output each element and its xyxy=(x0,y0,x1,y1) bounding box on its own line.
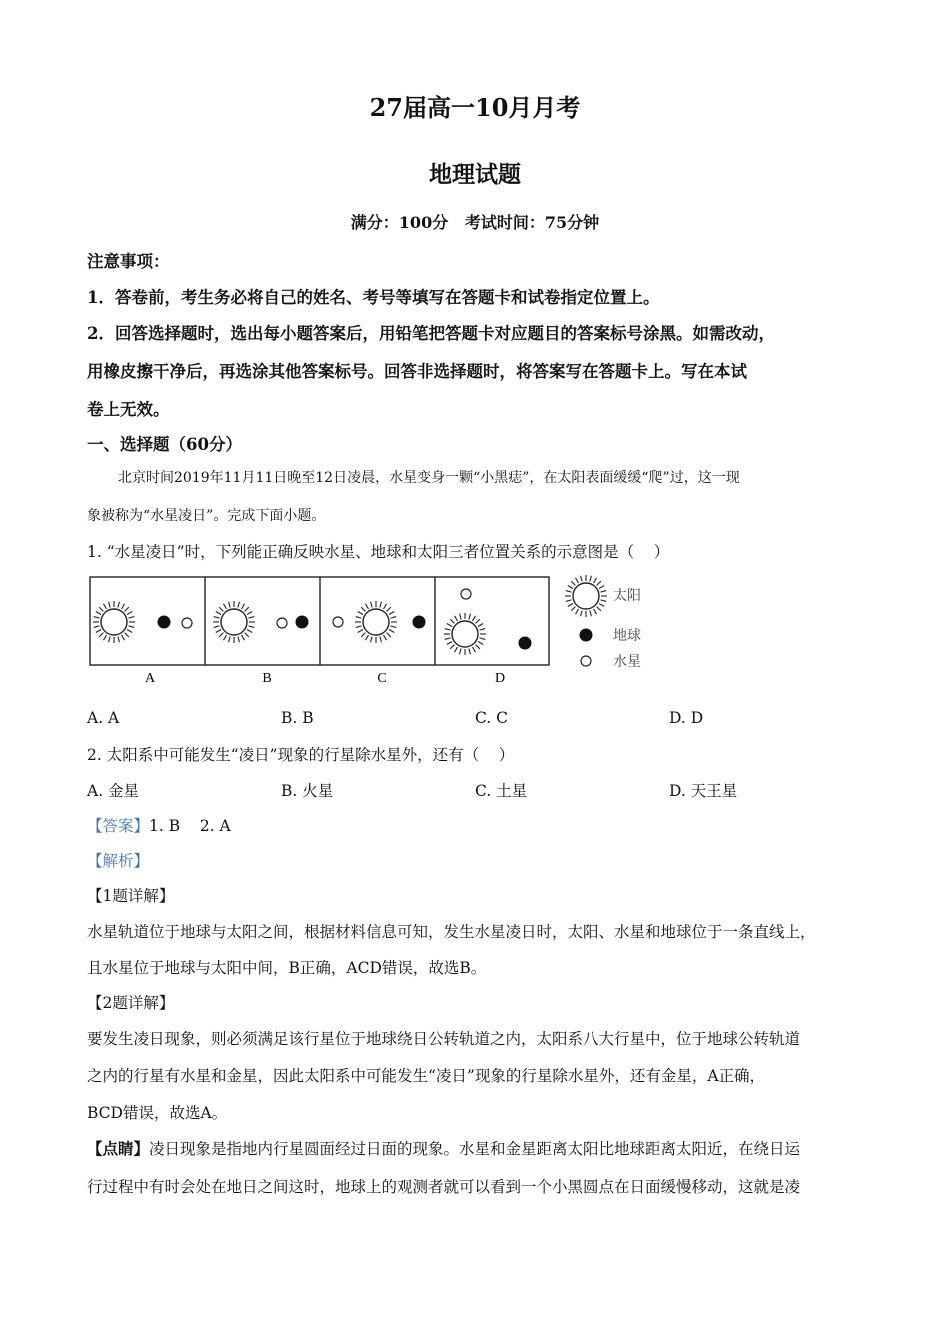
earth-icon xyxy=(519,637,532,650)
detail-2-line-2: 之内的行星有水星和金星，因此太阳系中可能发生“凌日”现象的行星除水星外，还有金星，A正确， xyxy=(87,1067,766,1085)
orbit-diagram xyxy=(86,572,656,692)
q2-option-c[interactable]: C. 土星 xyxy=(475,782,528,800)
panel-label-a: A xyxy=(144,671,156,686)
mercury-icon xyxy=(461,589,471,599)
q1-option-a[interactable]: A. A xyxy=(87,709,120,727)
mercury-icon xyxy=(182,618,192,628)
sun-icon xyxy=(93,601,135,643)
mercury-icon xyxy=(277,618,287,628)
earth-icon xyxy=(296,616,309,629)
detail-2-heading: 【2题详解】 xyxy=(87,994,175,1012)
legend-mercury-label: 水星 xyxy=(613,654,641,670)
mercury-icon xyxy=(333,617,343,627)
detail-1-line-2: 且水星位于地球与太阳中间，B正确，ACD错误，故选B。 xyxy=(87,959,487,977)
section-heading: 一、选择题（60分） xyxy=(87,435,242,454)
notice-item-2-line-3: 卷上无效。 xyxy=(87,400,170,419)
q1-option-c[interactable]: C. C xyxy=(475,709,509,727)
notice-heading: 注意事项： xyxy=(87,252,170,271)
panel-label-c: C xyxy=(377,671,387,686)
answer-label: 【答案】 xyxy=(87,817,150,835)
comment-line-1 xyxy=(87,1137,800,1159)
detail-1-line-1: 水星轨道位于地球与太阳之间，根据材料信息可知，发生水星凌日时，太阳、水星和地球位于一条直线上， xyxy=(87,923,816,941)
subject-title: 地理试题 xyxy=(429,161,521,188)
panel-label-b: B xyxy=(262,671,272,686)
legend-sun-label: 太阳 xyxy=(613,588,641,604)
q1-stem: 1. “水星凌日”时，下列能正确反映水星、地球和太阳三者位置关系的示意图是（ ） xyxy=(87,543,670,561)
exam-info: 满分：100分 考试时间：75分钟 xyxy=(350,213,600,232)
answer-text: 1. B 2. A xyxy=(149,817,231,835)
q2-option-a[interactable]: A. 金星 xyxy=(87,782,140,800)
panel-a xyxy=(93,601,192,643)
q1-option-b[interactable]: B. B xyxy=(281,709,314,727)
detail-1-heading: 【1题详解】 xyxy=(87,887,175,905)
notice-item-1: 1．答卷前，考生务必将自己的姓名、考号等填写在答题卡和试卷指定位置上。 xyxy=(87,288,660,307)
detail-2-line-3: BCD错误，故选A。 xyxy=(87,1104,228,1122)
detail-2-line-1: 要发生凌日现象，则必须满足该行星位于地球绕日公转轨道之内，太阳系八大行星中，位于地球公转轨道 xyxy=(87,1030,801,1048)
passage-line-2: 象被称为“水星凌日”。完成下面小题。 xyxy=(87,508,326,524)
q2-option-d[interactable]: D. 天王星 xyxy=(669,782,738,800)
comment-text-1: 凌日现象是指地内行星圆面经过日面的现象。水星和金星距离太阳比地球距离太阳近，在绕日运 xyxy=(149,1140,801,1158)
panel-c xyxy=(333,601,426,643)
q2-stem: 2. 太阳系中可能发生“凌日”现象的行星除水星外，还有（ ） xyxy=(87,746,515,764)
sun-icon xyxy=(565,575,607,617)
panel-label-d: D xyxy=(494,671,506,686)
passage-line-1: 北京时间2019年11月11日晚至12日凌晨，水星变身一颗“小黑痣”，在太阳表面缓缓“爬”过，这一现 xyxy=(118,470,740,486)
legend-earth-label: 地球 xyxy=(613,628,641,644)
legend xyxy=(565,575,641,670)
sun-icon xyxy=(213,601,255,643)
sun-icon xyxy=(444,613,486,655)
notice-item-2-line-2: 用橡皮擦干净后，再选涂其他答案标号。回答非选择题时，将答案写在答题卡上。写在本试 xyxy=(87,362,747,381)
earth-icon xyxy=(580,629,593,642)
q2-option-b[interactable]: B. 火星 xyxy=(281,782,334,800)
notice-item-2-line-1: 2．回答选择题时，选出每小题答案后，用铅笔把答题卡对应题目的答案标号涂黑。如需改动， xyxy=(87,324,775,343)
sun-icon xyxy=(355,601,397,643)
panel-b xyxy=(213,601,309,643)
earth-icon xyxy=(413,616,426,629)
analysis-label: 【解析】 xyxy=(87,852,150,870)
q1-option-d[interactable]: D. D xyxy=(669,709,704,727)
panel-d xyxy=(444,589,532,655)
answer-line xyxy=(87,814,231,836)
earth-icon xyxy=(158,616,171,629)
exam-title: 27届高一10月月考 xyxy=(369,93,581,122)
mercury-icon xyxy=(581,656,591,666)
comment-label: 【点睛】 xyxy=(87,1139,150,1158)
comment-line-2: 行过程中有时会处在地日之间这时，地球上的观测者就可以看到一个小黑圆点在日面缓慢移动，这就是凌 xyxy=(87,1178,801,1196)
